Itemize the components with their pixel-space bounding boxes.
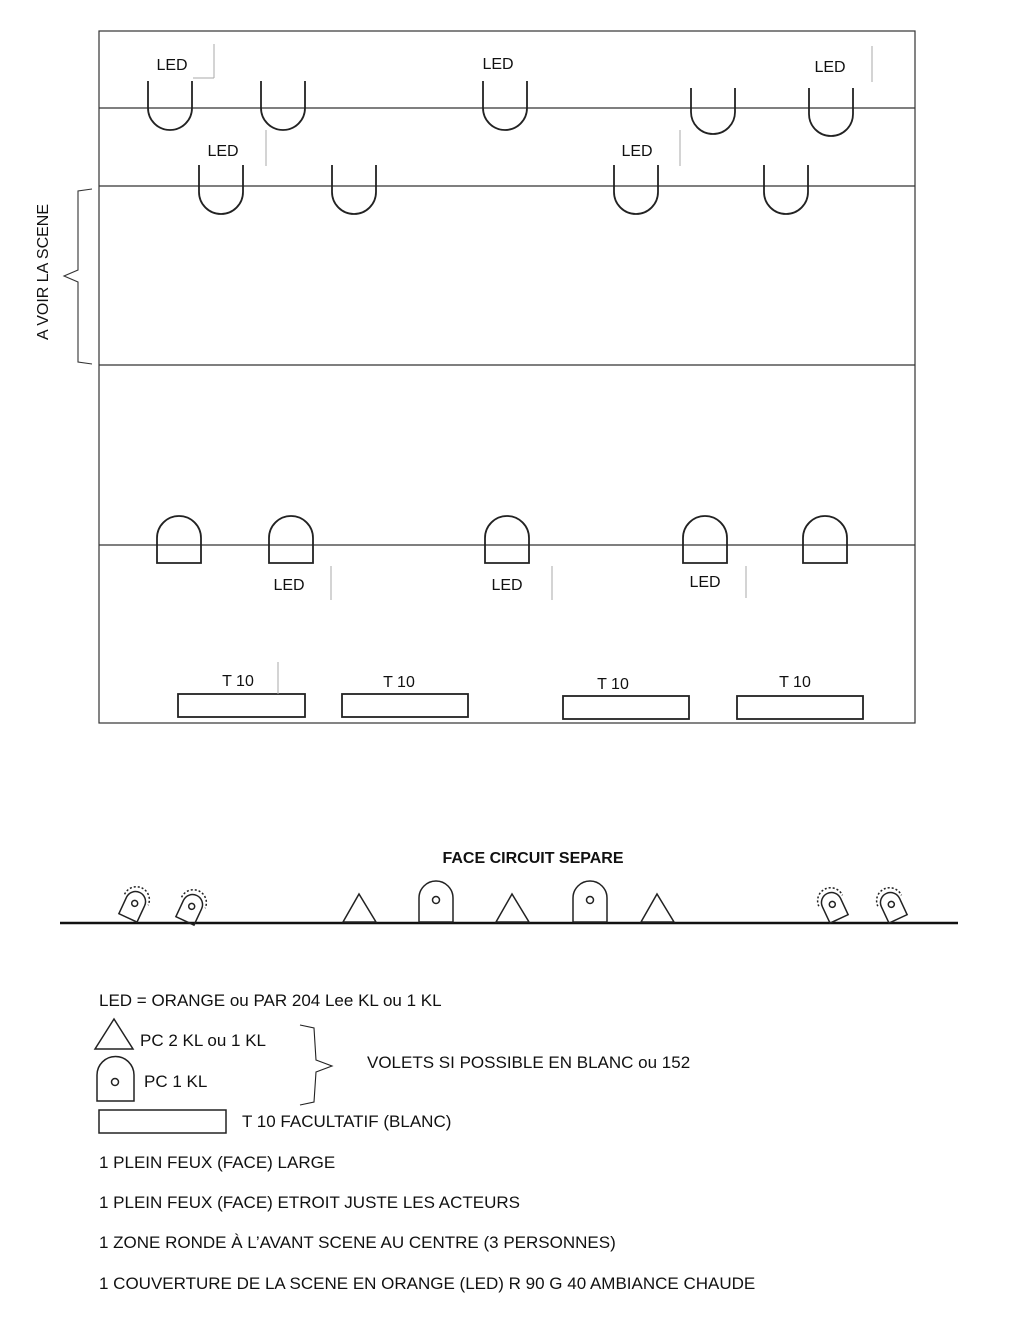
led-label: LED	[491, 577, 523, 594]
led-label: LED	[482, 56, 514, 73]
led-lamp	[269, 516, 313, 563]
legend-led: LED = ORANGE ou PAR 204 Lee KL ou 1 KL	[99, 991, 442, 1010]
led-label: LED	[273, 577, 305, 594]
label-leaders-bar3	[331, 566, 746, 600]
t10-label: T 10	[597, 676, 629, 693]
led-lamp	[332, 165, 376, 214]
led-lamp	[483, 81, 527, 130]
led-label: LED	[156, 57, 188, 74]
side-brace	[64, 189, 92, 364]
t10-lamp	[563, 696, 689, 719]
led-lamp	[199, 165, 243, 214]
note-item: 1 ZONE RONDE À L’AVANT SCENE AU CENTRE (3 PERSONNES)	[99, 1233, 616, 1252]
profile-spot	[116, 882, 154, 923]
led-label: LED	[689, 574, 721, 591]
led-lamp	[157, 516, 201, 563]
legend-volets: VOLETS SI POSSIBLE EN BLANC ou 152	[367, 1053, 691, 1072]
t10-label: T 10	[779, 674, 811, 691]
legend-t10: T 10 FACULTATIF (BLANC)	[242, 1112, 452, 1131]
led-lamp	[803, 516, 847, 563]
note-item: 1 PLEIN FEUX (FACE) LARGE	[99, 1153, 336, 1172]
note-item: 1 PLEIN FEUX (FACE) ETROIT JUSTE LES ACTEURS	[99, 1193, 520, 1212]
t10-lamp	[342, 694, 468, 717]
label-leaders-bar2	[266, 130, 680, 166]
led-label: LED	[814, 59, 846, 76]
led-lamp	[485, 516, 529, 563]
side-label: A VOIR LA SCENE	[35, 203, 52, 341]
stage-outline	[99, 31, 915, 723]
led-lamp	[148, 81, 192, 130]
pc2-lamp	[343, 894, 376, 922]
pc1-lamp	[419, 881, 453, 922]
led-label: LED	[207, 143, 239, 160]
t10-label: T 10	[383, 674, 415, 691]
pc1-lamp	[573, 881, 607, 922]
led-lamp	[764, 165, 808, 214]
legend-pc1-icon	[97, 1057, 134, 1102]
label-leaders-bar1	[193, 44, 872, 82]
legend-pc1: PC 1 KL	[144, 1072, 208, 1091]
legend-triangle-icon	[95, 1019, 133, 1049]
profile-spot	[872, 883, 910, 924]
pc2-lamp	[641, 894, 674, 922]
profile-spot	[173, 885, 211, 926]
t10-lamp	[737, 696, 863, 719]
legend-pc2: PC 2 KL ou 1 KL	[140, 1031, 267, 1050]
led-lamp	[261, 81, 305, 130]
note-item: 1 COUVERTURE DE LA SCENE EN ORANGE (LED) R 90 G 40 AMBIANCE CHAUDE	[99, 1274, 756, 1293]
led-lamp	[683, 516, 727, 563]
t10-label: T 10	[222, 673, 254, 690]
t10-lamp	[178, 694, 305, 717]
led-lamp	[614, 165, 658, 214]
legend-t10-icon	[99, 1110, 226, 1133]
legend-brace	[300, 1025, 332, 1105]
pc2-lamp	[496, 894, 529, 922]
led-label: LED	[621, 143, 653, 160]
led-lamp	[809, 88, 853, 136]
profile-spot	[813, 883, 851, 924]
led-lamp	[691, 88, 735, 134]
face-title: FACE CIRCUIT SEPARE	[442, 850, 624, 867]
